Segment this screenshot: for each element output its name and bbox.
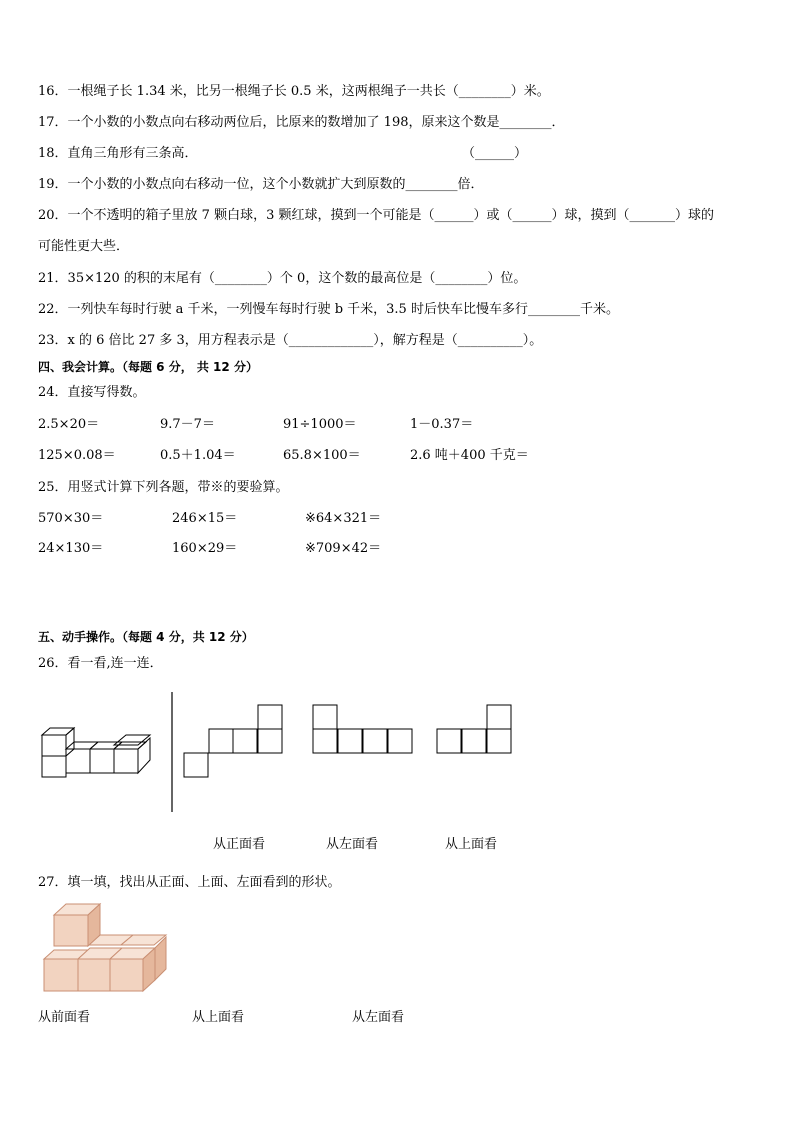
question-23: 23．x 的 6 倍比 27 多 3，用方程表示是（_____________），解方程是（__________）。 <box>38 333 543 348</box>
question-20-line-2: 可能性更大些． <box>38 239 130 254</box>
q27-label-top: 从上面看 <box>192 1010 245 1025</box>
section-5-heading: 五、动手操作。（每题 4 分，共 12 分） <box>38 630 254 644</box>
view-label-front: 从正面看 <box>213 837 266 852</box>
question-18-blank: （______） <box>462 146 528 161</box>
q26-cube-structure <box>42 728 150 777</box>
calc-item: 9.7－7＝ <box>160 417 215 432</box>
question-17: 17．一个小数的小数点向右移动两位后，比原来的数增加了 198，原来这个数是________． <box>38 115 565 130</box>
calc-item: 0.5＋1.04＝ <box>160 448 236 463</box>
calc-item: 160×29＝ <box>172 541 238 556</box>
calc-item: 2.5×20＝ <box>38 417 100 432</box>
view-label-left: 从左面看 <box>326 837 379 852</box>
calc-item: 91÷1000＝ <box>283 417 357 432</box>
q27-label-left: 从左面看 <box>352 1010 405 1025</box>
calc-item: 24×130＝ <box>38 541 104 556</box>
question-18: 18．直角三角形有三条高． <box>38 146 198 161</box>
view-label-top: 从上面看 <box>445 837 498 852</box>
calc-item: ※64×321＝ <box>305 511 382 526</box>
section-4-heading: 四、我会计算。（每题 6 分， 共 12 分） <box>38 360 258 374</box>
q26-figure <box>0 680 794 830</box>
question-24: 24．直接写得数。 <box>38 385 146 400</box>
question-21: 21．35×120 的积的末尾有（________）个 0，这个数的最高位是（________）位。 <box>38 271 527 286</box>
q26-view-c <box>437 705 511 753</box>
question-27: 27．填一填，找出从正面、上面、左面看到的形状。 <box>38 875 341 890</box>
calc-item: 246×15＝ <box>172 511 238 526</box>
calc-item: 570×30＝ <box>38 511 104 526</box>
question-26: 26．看一看,连一连． <box>38 656 163 671</box>
calc-item: 2.6 吨＋400 千克＝ <box>410 448 529 463</box>
question-25: 25．用竖式计算下列各题，带※的要验算。 <box>38 480 289 495</box>
q26-view-b <box>313 705 412 753</box>
calc-item: ※709×42＝ <box>305 541 382 556</box>
q26-view-a <box>184 705 282 777</box>
calc-item: 65.8×100＝ <box>283 448 361 463</box>
q27-label-front: 从前面看 <box>38 1010 91 1025</box>
question-20-line-1: 20．一个不透明的箱子里放 7 颗白球，3 颗红球，摸到一个可能是（______）或（______）球，摸到（_______）球的 <box>38 208 714 223</box>
q27-cube-figure <box>0 895 200 1005</box>
question-19: 19．一个小数的小数点向右移动一位，这个小数就扩大到原数的________倍． <box>38 177 484 192</box>
question-16: 16．一根绳子长 1.34 米，比另一根绳子长 0.5 米，这两根绳子一共长（________）米。 <box>38 84 550 99</box>
calc-item: 1－0.37＝ <box>410 417 474 432</box>
question-22: 22．一列快车每时行驶 a 千米，一列慢车每时行驶 b 千米，3.5 时后快车比慢车多行________千米。 <box>38 302 619 317</box>
calc-item: 125×0.08＝ <box>38 448 116 463</box>
